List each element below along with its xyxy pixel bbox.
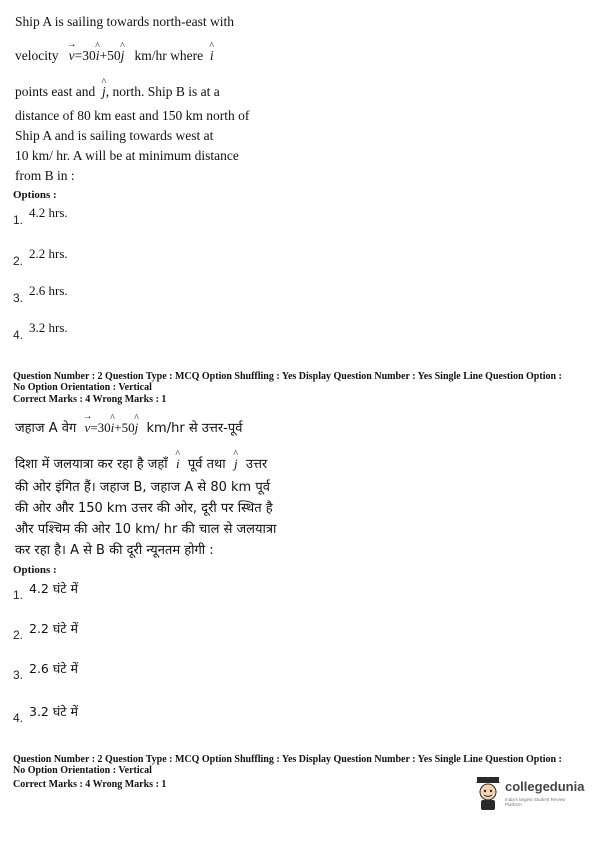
unit-i-hat-2: ^ i xyxy=(210,46,214,66)
q1-points-east: points east and xyxy=(15,84,96,99)
q2-line-6: कर रहा है। A से B की दूरी न्यूनतम होगी : xyxy=(15,543,214,558)
eq-plus-50: +50 xyxy=(99,48,121,63)
meta2-line-2: No Option Orientation : Vertical xyxy=(13,765,152,776)
q2-ship-a-velocity: जहाज A वेग xyxy=(15,421,77,436)
unit-i-hat: ^ i xyxy=(96,46,100,66)
q2-direction-where: दिशा में जलयात्रा कर रहा है जहाँ xyxy=(15,457,168,472)
option-text: 2.2 घंटे में xyxy=(29,621,78,636)
q1-line-5: Ship A and is sailing towards west at xyxy=(15,128,214,143)
option-number: 3. xyxy=(13,668,24,682)
q2-options-label: Options : xyxy=(13,564,57,576)
option-text: 2.6 hrs. xyxy=(29,283,68,298)
q1-north-ship-b: , north. Ship B is at a xyxy=(105,84,220,99)
q2-units-northeast: km/hr से उत्तर-पूर्व xyxy=(146,421,243,436)
option-number: 4. xyxy=(13,328,24,342)
collegedunia-logo xyxy=(473,775,583,811)
mascot-icon xyxy=(473,775,503,811)
q2-east-and: पूर्व तथा xyxy=(187,457,226,472)
q1-line-1: Ship A is sailing towards north-east with xyxy=(15,14,234,29)
option-text: 2.2 hrs. xyxy=(29,246,68,261)
option-number: 1. xyxy=(13,213,24,227)
option-number: 3. xyxy=(13,291,24,305)
unit-i-hat-hi: ^ i xyxy=(111,418,115,438)
vector-v: → v xyxy=(69,46,75,66)
q2-line-4: की ओर और 150 km उत्तर की ओर, दूरी पर स्थित है xyxy=(15,501,273,516)
unit-j-hat-2: ^ j xyxy=(102,82,106,102)
q1-line-6: 10 km/ hr. A will be at minimum distance xyxy=(15,148,239,163)
option-number: 2. xyxy=(13,254,24,268)
eq-plus-50-hi: +50 xyxy=(114,420,135,435)
q1-velocity-word: velocity xyxy=(15,48,59,63)
q2-line-3: की ओर इंगित हैं। जहाज B, जहाज A से 80 km पूर्व xyxy=(15,480,270,495)
q2-line-1 xyxy=(15,418,242,439)
meta1-line-1: Question Number : 2 Question Type : MCQ Option Shuffling : Yes Display Question Number : Yes Single Line Question Option : xyxy=(13,371,562,382)
option-text: 4.2 hrs. xyxy=(29,205,68,220)
option-number: 2. xyxy=(13,628,24,642)
q2-line-5: और पश्चिम की ओर 10 km/ hr की चाल से जलयात्रा xyxy=(15,522,277,537)
logo-tagline: India's largest Student Review Platform xyxy=(505,797,566,807)
eq-equals-30-hi: =30 xyxy=(90,420,111,435)
q1-line-4: distance of 80 km east and 150 km north of xyxy=(15,108,250,123)
meta1-line-3: Correct Marks : 4 Wrong Marks : 1 xyxy=(13,394,167,405)
q1-line-2 xyxy=(15,46,214,66)
q2-north: उत्तर xyxy=(245,457,268,472)
q1-line-7: from B in : xyxy=(15,168,75,183)
option-text: 3.2 घंटे में xyxy=(29,704,78,719)
meta2-line-3: Correct Marks : 4 Wrong Marks : 1 xyxy=(13,779,167,790)
option-text: 4.2 घंटे में xyxy=(29,581,78,596)
q2-line-2 xyxy=(15,454,267,475)
q1-options-label: Options : xyxy=(13,189,57,201)
unit-i-hat-hi-2: ^ i xyxy=(176,454,180,474)
vector-v-hi: → v xyxy=(85,418,91,438)
option-text: 3.2 hrs. xyxy=(29,320,68,335)
option-number: 1. xyxy=(13,588,24,602)
unit-j-hat: ^ j xyxy=(121,46,125,66)
meta1-line-2: No Option Orientation : Vertical xyxy=(13,382,152,393)
option-number: 4. xyxy=(13,711,24,725)
logo-wordmark: collegedunia xyxy=(505,779,585,794)
unit-j-hat-hi-2: ^ j xyxy=(234,454,238,474)
unit-j-hat-hi: ^ j xyxy=(135,418,139,438)
eq-equals-30: =30 xyxy=(74,48,96,63)
option-text: 2.6 घंटे में xyxy=(29,661,78,676)
q1-line-3 xyxy=(15,82,220,102)
meta2-line-1: Question Number : 2 Question Type : MCQ Option Shuffling : Yes Display Question Number : Yes Single Line Question Option : xyxy=(13,754,562,765)
q1-units-where: km/hr where xyxy=(134,48,204,63)
